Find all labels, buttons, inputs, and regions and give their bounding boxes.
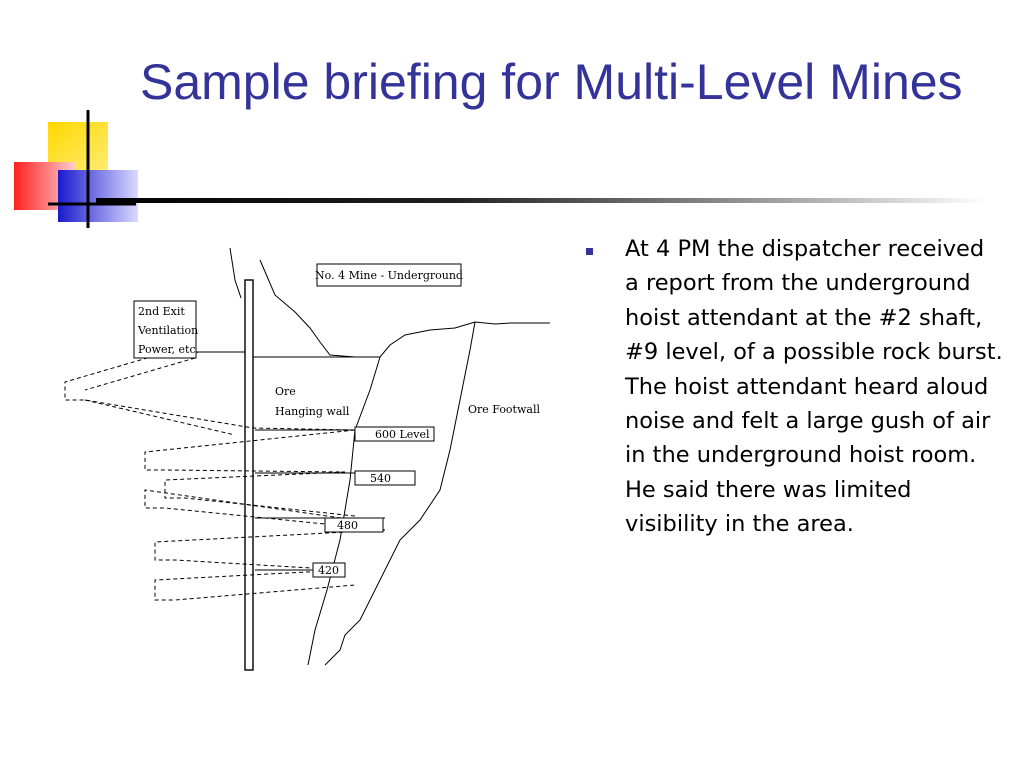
level-480-label: 480 bbox=[337, 519, 358, 532]
bullet-item bbox=[586, 232, 1004, 542]
level-420-label: 420 bbox=[318, 564, 339, 577]
square-bullet-icon bbox=[586, 248, 593, 255]
slide-title: Sample briefing for Multi-Level Mines bbox=[140, 54, 963, 110]
level-540-label: 540 bbox=[370, 472, 391, 485]
bullet-list bbox=[586, 232, 1004, 542]
bullet-text: At 4 PM the dispatcher received a report from the underground hoist attendant at the #2 shaft, #9 level, of a possible rock burst. The hoist attendant heard aloud noise and felt a large gush of air in the underground hoist room. He said there was limited visibility in the area. bbox=[625, 236, 1003, 538]
title-divider bbox=[96, 198, 986, 203]
main-shaft bbox=[245, 280, 253, 670]
exit-label-3: Power, etc. bbox=[138, 343, 200, 356]
surface-left-outline bbox=[230, 248, 241, 298]
decorative-squares bbox=[0, 100, 150, 230]
hanging-wall-label: Hanging wall bbox=[275, 405, 350, 418]
exit-label-2: Ventilation bbox=[138, 324, 199, 337]
mine-cross-section-diagram bbox=[55, 240, 555, 680]
footwall-label: Ore Footwall bbox=[468, 403, 540, 416]
level-600-label: 600 Level bbox=[375, 428, 430, 441]
exit-label-1: 2nd Exit bbox=[138, 305, 185, 318]
mine-title-text: No. 4 Mine - Underground bbox=[315, 269, 463, 282]
hanging-wall-line bbox=[308, 357, 380, 665]
ore-label: Ore bbox=[275, 385, 296, 398]
